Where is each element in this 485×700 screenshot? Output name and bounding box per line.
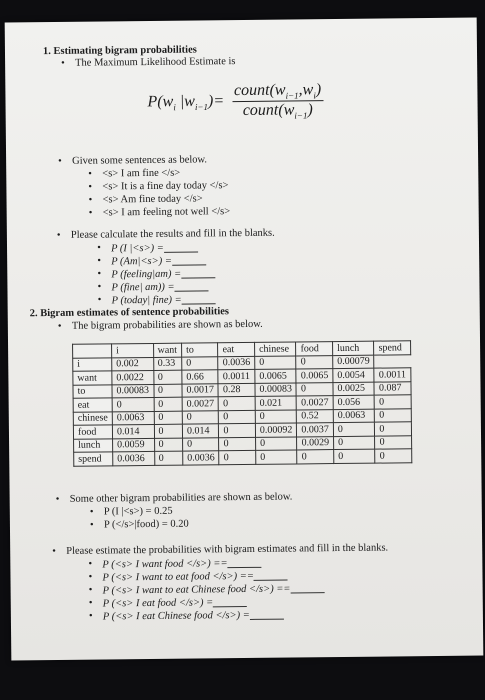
table-cell: 0 [375, 408, 411, 422]
estimate-item: • P (<s> I eat food </s>) = [103, 596, 248, 610]
table-cell: 0.014 [112, 424, 154, 438]
section1-title: 1. Estimating bigram probabilities [42, 44, 197, 58]
table-intro: • The bigram probabilities are shown as below. [72, 319, 263, 332]
blank-item: • P (today| fine) = [112, 293, 216, 306]
table-cell: 0 [333, 436, 375, 450]
table-cell: 0.0063 [112, 411, 154, 425]
sentence-item: • <s> I am feeling not well </s> [103, 206, 231, 218]
other-prob: • P (</s>|food) = 0.20 [104, 519, 189, 531]
blank-item: • P (fine| am)) = [111, 280, 208, 293]
table-cell: 0 [219, 423, 256, 437]
table-cell: 0.66 [182, 370, 219, 384]
table-cell: 0.0037 [297, 423, 334, 437]
table-cell: 0 [182, 437, 219, 451]
estimate-item: • P (<s> I want food </s>) == [102, 557, 261, 571]
table-cell: 0 [296, 382, 333, 396]
table-cell: 0.0036 [183, 451, 220, 465]
mle-formula: $P(w_i$ $|w_{i-1})=$ $\frac{count(w_{i-1},w_i)}{count(w_{i-1})}$ [147, 81, 323, 122]
table-cell: 0.087 [374, 381, 410, 395]
calc-intro: • Please calculate the results and fill in the blanks. [71, 228, 275, 241]
column-header: to [181, 343, 218, 357]
table-cell: 0 [153, 370, 182, 384]
blank-item: • P (I |<s>) = [111, 241, 198, 254]
table-cell: 0.52 [297, 409, 334, 423]
mle-bullet: • The Maximum Likelihood Estimate is [75, 56, 236, 69]
table-cell: 0.0017 [182, 383, 219, 397]
table-cell: 0 [154, 451, 183, 465]
column-header: lunch [332, 341, 374, 355]
table-cell: 0.0065 [255, 369, 297, 383]
table-cell: 0 [154, 424, 183, 438]
table-cell: 0 [219, 437, 256, 451]
table-cell: 0.0027 [182, 397, 219, 411]
table-cell: 0.002 [112, 357, 154, 371]
table-cell: 0.0027 [297, 396, 334, 410]
column-header: chinese [254, 342, 296, 356]
table-cell: 0.0054 [333, 368, 375, 382]
table-cell: 0 [296, 355, 333, 369]
sentence-item: • <s> Am fine today </s> [102, 193, 202, 205]
table-cell: 0 [297, 450, 334, 464]
table-cell: 0.0065 [296, 369, 333, 383]
row-header: i [73, 357, 112, 371]
table-cell: 0.021 [255, 396, 297, 410]
row-header: to [73, 384, 112, 398]
table-cell: 0.00083 [112, 384, 154, 398]
table-cell: 0 [219, 450, 256, 464]
table-cell: 0 [153, 384, 182, 398]
table-cell: 0 [375, 449, 411, 463]
given-intro: • Given some sentences as below. [72, 154, 207, 166]
table-row [74, 449, 412, 466]
table-cell: 0.00079 [333, 355, 375, 369]
table-cell: 0.0036 [218, 356, 255, 370]
row-header: spend [74, 452, 113, 466]
column-header: i [112, 343, 154, 357]
table-cell: 0 [112, 397, 154, 411]
other-prob: • P (I |<s>) = 0.25 [104, 506, 173, 518]
row-header: eat [73, 398, 112, 412]
estimate-item: • P (<s> I eat Chinese food </s>) = [103, 609, 284, 623]
row-header: lunch [74, 438, 113, 452]
table-cell: 0 [154, 397, 183, 411]
table-cell: 0.00092 [255, 423, 297, 437]
blank-item: • P (Am|<s>) = [111, 254, 206, 267]
table-cell: 0 [255, 436, 297, 450]
column-header: eat [218, 342, 255, 356]
estimate-item: • P (<s> I want to eat Chinese food </s>) == [103, 582, 325, 596]
row-header: chinese [73, 411, 112, 425]
row-header: want [73, 371, 112, 385]
sentence-item: • <s> It is a fine day today </s> [102, 180, 228, 192]
column-header: want [153, 343, 182, 357]
table-cell: 0.33 [153, 357, 182, 371]
table-cell: 0.00083 [255, 382, 297, 396]
blank-item: • P (feeling|am) = [111, 267, 215, 280]
table-cell: 0 [255, 409, 297, 423]
bigram-table [72, 340, 412, 466]
estimate-item: • P (<s> I want to eat food </s>) == [102, 570, 288, 584]
table-cell: 0 [375, 395, 411, 409]
table-cell: 0 [334, 449, 376, 463]
table-cell: 0 [333, 422, 375, 436]
table-cell: 0 [219, 396, 256, 410]
table-cell: 0.0011 [374, 368, 410, 382]
table-cell: 0 [255, 355, 297, 369]
table-cell: 0.0036 [113, 451, 155, 465]
document-page [5, 18, 484, 661]
row-header: food [73, 425, 112, 439]
sentence-item: • <s> I am fine </s> [102, 168, 180, 180]
table-cell: 0 [182, 356, 219, 370]
table-cell: 0.056 [333, 395, 375, 409]
table-body [73, 354, 412, 466]
table-cell: 0 [219, 410, 256, 424]
table-cell: 0.0059 [113, 438, 155, 452]
other-intro: • Some other bigram probabilities are shown as below. [70, 492, 293, 505]
table-cell: 0 [182, 410, 219, 424]
table-cell: 0.0063 [333, 409, 375, 423]
table-cell: 0 [375, 435, 411, 449]
table-cell: 0.0011 [218, 369, 255, 383]
table-cell: 0.014 [182, 424, 219, 438]
table-cell: 0.0022 [112, 370, 154, 384]
table-cell: 0 [256, 450, 298, 464]
section2-title: 2. Bigram estimates of sentence probabilities [29, 306, 230, 320]
mle-fraction: $\frac{count(w_{i-1},w_i)}{count(w_{i-1})}$ [232, 81, 324, 121]
table-cell: 0.28 [218, 383, 255, 397]
table-cell: 0.0029 [297, 436, 334, 450]
table-cell: 0.0025 [333, 382, 375, 396]
table-cell: 0 [154, 411, 183, 425]
table-cell: 0 [154, 438, 183, 452]
column-header: spend [374, 341, 410, 355]
estimate-intro: • Please estimate the probabilities with bigram estimates and fill in the blanks. [66, 543, 388, 557]
column-header: food [296, 342, 333, 356]
table-cell: 0 [375, 422, 411, 436]
